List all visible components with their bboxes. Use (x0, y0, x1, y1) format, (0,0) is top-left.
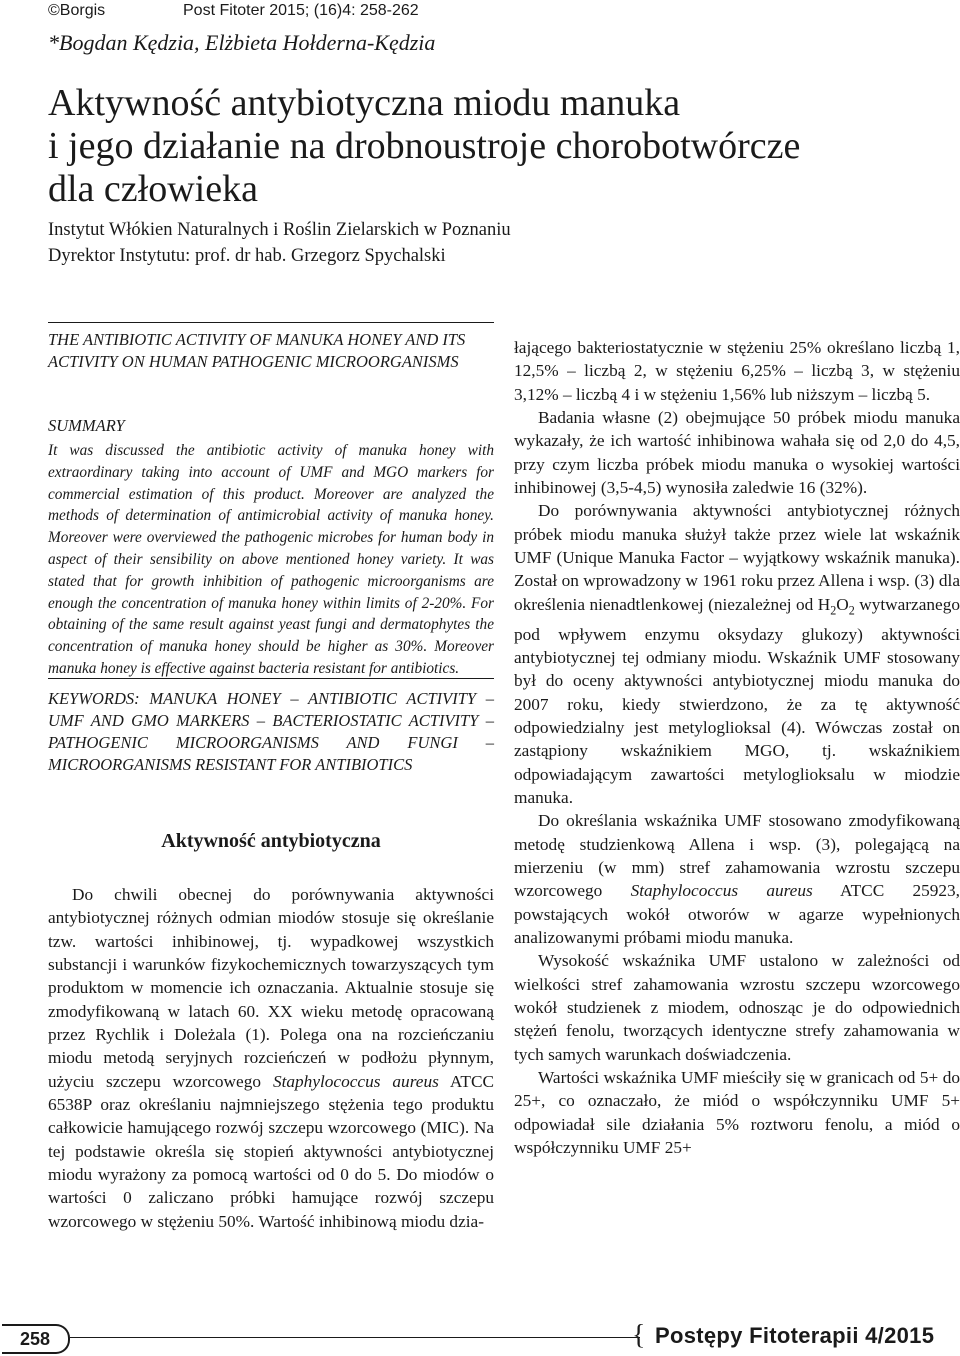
abstract-top-rule (48, 322, 494, 323)
institute-name: Instytut Włókien Naturalnych i Roślin Zielarskich w Poznaniu (48, 220, 511, 240)
footer-brace: { (632, 1320, 646, 1351)
species-name: Staphylococcus aureus (630, 881, 813, 901)
body-paragraph: Wysokość wskaźnika UMF ustalono w zależności od wielkości stref zahamowania wzrostu szczepu wzorcowego wokół studzienek z miodem, odnosząc je do odpowiednich stężeń fenolu, tworzących identyczne strefy zahamowania w tych samych warunkach doświadczenia. (514, 951, 960, 1064)
body-paragraph: Do chwili obecnej do porównywania aktywności antybiotycznej różnych odmian miodów stosuje się określanie tzw. wartości inhibinowej, tj. wypadkowej wszystkich substancji i warunków fizykochemicznych towarzyszących tym produktom w momencie ich oznaczania. Aktualnie stosuje się zmodyfikowaną w latach 60. XX wieku metodę opracowaną przez Rychlik i Doleżala (1). Polega ona na rozcieńczaniu miodu metodą seryjnych rozcieńczeń w podłożu płynnym, użyciu szczepu wzorcowego Staphylococcus aureus ATCC 6538P oraz określaniu najmniejszego stężenia tego produktu całkowicie hamującego rozwój szczepu wzorcowego (MIC). Na tej podstawie określa się stopień aktywności antybiotycznej miodu wyrażony za pomocą wartości od 0 do 5. Do miodów o wartości 0 zaliczano próbki hamujące rozwój szczepu wzorcowego w stężeniu 50%. Wartość inhibinową miodu dzia- (48, 885, 495, 1231)
body-paragraph: łającego bakteriostatycznie w stężeniu 25% określano liczbą 1, 12,5% – liczbą 2, w stężeniu 6,25% – liczbą 3, w stężeniu 3,12% – liczbą 4 i w stężeniu 1,56% lub niższym – liczbą 5. (514, 338, 960, 404)
affiliation (48, 217, 511, 269)
title-line-1: Aktywność antybiotyczna miodu manuka (48, 82, 681, 124)
citation: Post Fitoter 2015; (16)4: 258-262 (183, 2, 419, 19)
institute-director: Dyrektor Instytutu: prof. dr hab. Grzegorz Spychalski (48, 246, 446, 266)
summary-heading: SUMMARY (48, 416, 125, 435)
article-title (48, 82, 928, 211)
footer-rule (70, 1337, 640, 1338)
summary-text: It was discussed the antibiotic activity of manuka honey with extraordinary taking into account of UMF and MGO markers for commercial estimation of this product. Moreover are analyzed the methods of determination of antimicrobial activity of manuka honey. Moreover were overviewed the pathogenic microbes for human body in aspect of their sensibility on above mentioned honey variety. It was stated that for growth inhibition of pathogenic microorganisms are enough the concentration of manuka honey within limits of 2-20%. For obtaining of the same result against yeast fungi and dermatophytes the concentration of manuka honey should be higher as 30%. Moreover manuka honey is effective against bacteria resistant for antibiotics. (48, 442, 494, 677)
title-line-3: dla człowieka (48, 168, 258, 210)
page-number: 258 (2, 1324, 70, 1354)
body-paragraph: Badania własne (2) obejmujące 50 próbek miodu manuka wykazały, że ich wartość inhibinowa wahała się od 2,0 do 4,5, przy czym liczba próbek miodu manuka o wysokiej wartości inhibinowej (3,5-4,5) wynosiła zaledwie 16 (32%). (514, 408, 960, 498)
title-line-2: i jego działanie na drobnoustroje chorobotwórcze (48, 125, 801, 167)
species-name: Staphylococcus aureus (272, 1071, 439, 1091)
body-paragraph: Wartości wskaźnika UMF mieściły się w granicach od 5+ do 25+, co oznaczało, że miód o współczynniku UMF 5+ odpowiadał sile działania 5% roztworu fenolu, a miód o współczynniku UMF 25+ (514, 1068, 960, 1158)
copyright-notice: ©Borgis (48, 2, 106, 19)
journal-name: Postępy Fitoterapii 4/2015 (655, 1323, 935, 1348)
english-title: THE ANTIBIOTIC ACTIVITY OF MANUKA HONEY AND ITS ACTIVITY ON HUMAN PATHOGENIC MICROORGANISMS (48, 330, 466, 371)
body-paragraph: Do określania wskaźnika UMF stosowano zmodyfikowaną metodę studzienkową Allena i wsp. (3), polegającą na mierzeniu (w mm) stref zahamowania wzrostu szczepu wzorcowego Staphylococcus aureus ATCC 25923, powstających wokół otworów w agarze wypełnionych analizowanymi próbami miodu manuka. (514, 811, 960, 948)
keywords: KEYWORDS: MANUKA HONEY – ANTIBIOTIC ACTIVITY – UMF AND GMO MARKERS – BACTERIOSTATIC ACTIVITY – PATHOGENIC MICROORGANISMS AND FUNGI – MICROORGANISMS RESISTANT FOR ANTIBIOTICS (48, 689, 494, 774)
right-body-text (514, 336, 960, 1159)
section-heading: Aktywność antybiotyczna (161, 830, 381, 852)
left-body-text (48, 883, 494, 1233)
body-paragraph: Do porównywania aktywności antybiotycznej różnych próbek miodu manuka służył także przez wiele lat wskaźnik UMF (Unique Manuka Factor – wyjątkowy wskaźnik manuka). Został on wprowadzony w 1961 roku przez Allena i wsp. (3) dla określenia nienadtlenkowej (niezależnej od $H_2O_2$ wytwarzanego pod wpływem enzymu oksydazy glukozy) aktywności antybiotycznej tej odmiany miodu. Wskaźnik UMF stosowany był do oceny aktywności antybiotycznej miodu manuka do 2007 roku, kiedy stwierdzono, że za tę aktywność odpowiedzialny jest metyloglioksal (4). Wówczas został on zastąpiony wskaźnikiem MGO, tj. wskaźnikiem odpowiadającym zawartości metyloglioksalu w miodzie manuka. (514, 501, 960, 807)
abstract-bottom-rule (48, 678, 494, 679)
authors: *Bogdan Kędzia, Elżbieta Hołderna-Kędzia (48, 30, 436, 55)
